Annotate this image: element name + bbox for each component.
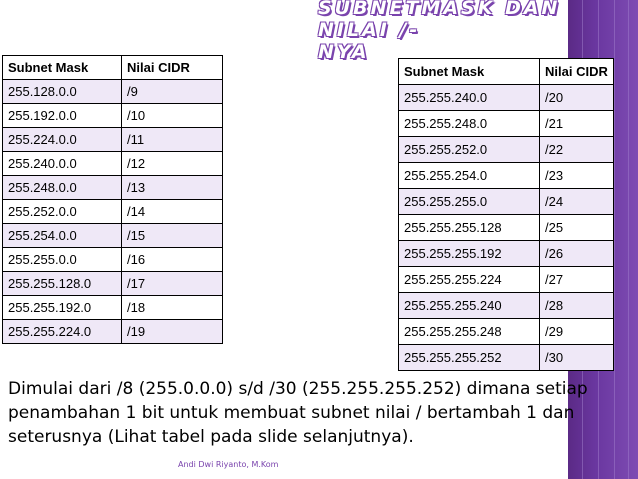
cell-nilai-cidr: /15 xyxy=(122,224,223,248)
cell-nilai-cidr: /13 xyxy=(122,176,223,200)
cell-nilai-cidr: /11 xyxy=(122,128,223,152)
table-row xyxy=(3,128,223,152)
slide-title-line2: NYA xyxy=(318,41,370,63)
cell-subnet-mask: 255.255.255.192 xyxy=(399,241,540,267)
column-header-nilai-cidr: Nilai CIDR xyxy=(540,59,614,85)
table-row xyxy=(399,241,614,267)
cell-nilai-cidr: /26 xyxy=(540,241,614,267)
cell-nilai-cidr: /30 xyxy=(540,345,614,371)
column-header-nilai-cidr: Nilai CIDR xyxy=(122,56,223,80)
cell-nilai-cidr: /29 xyxy=(540,319,614,345)
table-row xyxy=(399,345,614,371)
table-row xyxy=(399,267,614,293)
slide-title xyxy=(318,0,618,63)
table-header-row xyxy=(399,59,614,85)
cell-subnet-mask: 255.255.192.0 xyxy=(3,296,122,320)
table-row xyxy=(3,248,223,272)
cell-subnet-mask: 255.255.255.224 xyxy=(399,267,540,293)
column-header-subnet-mask: Subnet Mask xyxy=(399,59,540,85)
table-row xyxy=(3,104,223,128)
cell-subnet-mask: 255.255.255.252 xyxy=(399,345,540,371)
table-row xyxy=(399,319,614,345)
table-row xyxy=(399,85,614,111)
table-row xyxy=(3,200,223,224)
table-row xyxy=(3,296,223,320)
cell-nilai-cidr: /22 xyxy=(540,137,614,163)
cell-subnet-mask: 255.255.255.0 xyxy=(399,189,540,215)
cell-nilai-cidr: /27 xyxy=(540,267,614,293)
table-row xyxy=(399,137,614,163)
table-row xyxy=(3,176,223,200)
table-row xyxy=(3,152,223,176)
cell-nilai-cidr: /28 xyxy=(540,293,614,319)
description-text: Dimulai dari /8 (255.0.0.0) s/d /30 (255.255.255.252) dimana setiap penambahan 1 bit untuk membuat subnet nilai / bertambah 1 dan seterusnya (Lihat tabel pada slide selanjutnya). xyxy=(8,379,588,447)
table-header-row xyxy=(3,56,223,80)
cell-subnet-mask: 255.255.255.128 xyxy=(399,215,540,241)
cell-subnet-mask: 255.252.0.0 xyxy=(3,200,122,224)
cell-subnet-mask: 255.255.248.0 xyxy=(399,111,540,137)
cell-nilai-cidr: /16 xyxy=(122,248,223,272)
cidr-table-left xyxy=(2,55,223,344)
author-footer: Andi Dwi Riyanto, M.Kom xyxy=(178,460,279,469)
cell-nilai-cidr: /25 xyxy=(540,215,614,241)
table-row xyxy=(3,272,223,296)
cell-nilai-cidr: /21 xyxy=(540,111,614,137)
cell-subnet-mask: 255.128.0.0 xyxy=(3,80,122,104)
cell-subnet-mask: 255.255.254.0 xyxy=(399,163,540,189)
cell-nilai-cidr: /24 xyxy=(540,189,614,215)
cidr-table-right xyxy=(398,58,614,371)
table-row xyxy=(3,224,223,248)
cell-nilai-cidr: /18 xyxy=(122,296,223,320)
table-row xyxy=(399,163,614,189)
cell-subnet-mask: 255.240.0.0 xyxy=(3,152,122,176)
cell-nilai-cidr: /9 xyxy=(122,80,223,104)
cell-subnet-mask: 255.255.255.248 xyxy=(399,319,540,345)
cell-subnet-mask: 255.254.0.0 xyxy=(3,224,122,248)
cell-subnet-mask: 255.192.0.0 xyxy=(3,104,122,128)
cell-nilai-cidr: /12 xyxy=(122,152,223,176)
cell-subnet-mask: 255.255.252.0 xyxy=(399,137,540,163)
cell-subnet-mask: 255.255.240.0 xyxy=(399,85,540,111)
table-row xyxy=(399,215,614,241)
cell-nilai-cidr: /23 xyxy=(540,163,614,189)
cell-nilai-cidr: /17 xyxy=(122,272,223,296)
cell-subnet-mask: 255.255.0.0 xyxy=(3,248,122,272)
slide-title-line1: SUBNETMASK DAN NILAI /- xyxy=(318,0,561,41)
cell-subnet-mask: 255.255.224.0 xyxy=(3,320,122,344)
cell-nilai-cidr: /14 xyxy=(122,200,223,224)
cell-subnet-mask: 255.248.0.0 xyxy=(3,176,122,200)
column-header-subnet-mask: Subnet Mask xyxy=(3,56,122,80)
cell-subnet-mask: 255.255.128.0 xyxy=(3,272,122,296)
cell-subnet-mask: 255.255.255.240 xyxy=(399,293,540,319)
table-row xyxy=(399,189,614,215)
table-row xyxy=(3,320,223,344)
cell-nilai-cidr: /20 xyxy=(540,85,614,111)
table-row xyxy=(3,80,223,104)
cell-nilai-cidr: /19 xyxy=(122,320,223,344)
cell-subnet-mask: 255.224.0.0 xyxy=(3,128,122,152)
table-row xyxy=(399,111,614,137)
table-row xyxy=(399,293,614,319)
cell-nilai-cidr: /10 xyxy=(122,104,223,128)
